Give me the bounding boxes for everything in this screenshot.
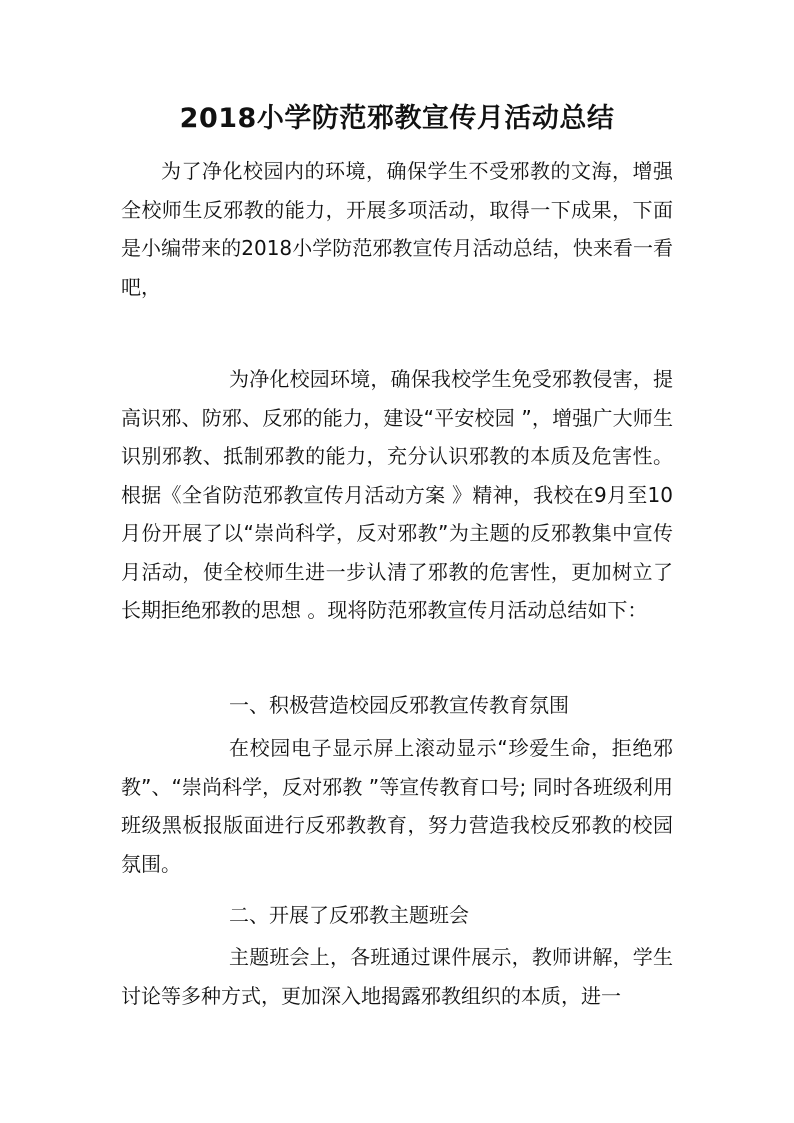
section-heading-2: 二、开展了反邪教主题班会	[229, 903, 469, 927]
intro-paragraph: 为了净化校园内的环境，确保学生不受邪教的文海，增强全校师生反邪教的能力，开展多项活动，取得一下成果，下面是小编带来的2018小学防范邪教宣传月活动总结，快来看一看吧，	[121, 159, 673, 299]
document-title: 2018小学防范邪教宣传月活动总结	[179, 103, 615, 134]
body-paragraph-1: 为净化校园环境，确保我校学生免受邪教侵害，提高识邪、防邪、反邪的能力，建设“平安校园 ”，增强广大师生识别邪教、抵制邪教的能力，充分认识邪教的本质及危害性。根据《全省防范邪教宣传月活动方案 》精神，我校在9月至10月份开展了以“崇尚科学，反对邪教”为主题的反邪教集中宣传月活动，使全校师生进一步认清了邪教的危害性，更加树立了长期拒绝邪教的思想 。现将防范邪教宣传月活动总结如下：	[121, 367, 673, 622]
section-1-paragraph: 在校园电子显示屏上滚动显示“珍爱生命，拒绝邪教”、“崇尚科学，反对邪教 ”等宣传教育口号; 同时各班级利用班级黑板报版面进行反邪教教育，努力营造我校反邪教的校园氛围。	[121, 736, 673, 876]
section-2-paragraph: 主题班会上，各班通过课件展示，教师讲解，学生讨论等多种方式，更加深入地揭露邪教组织的本质，进一	[121, 945, 673, 1008]
section-heading-1: 一、积极营造校园反邪教宣传教育氛围	[229, 693, 569, 717]
